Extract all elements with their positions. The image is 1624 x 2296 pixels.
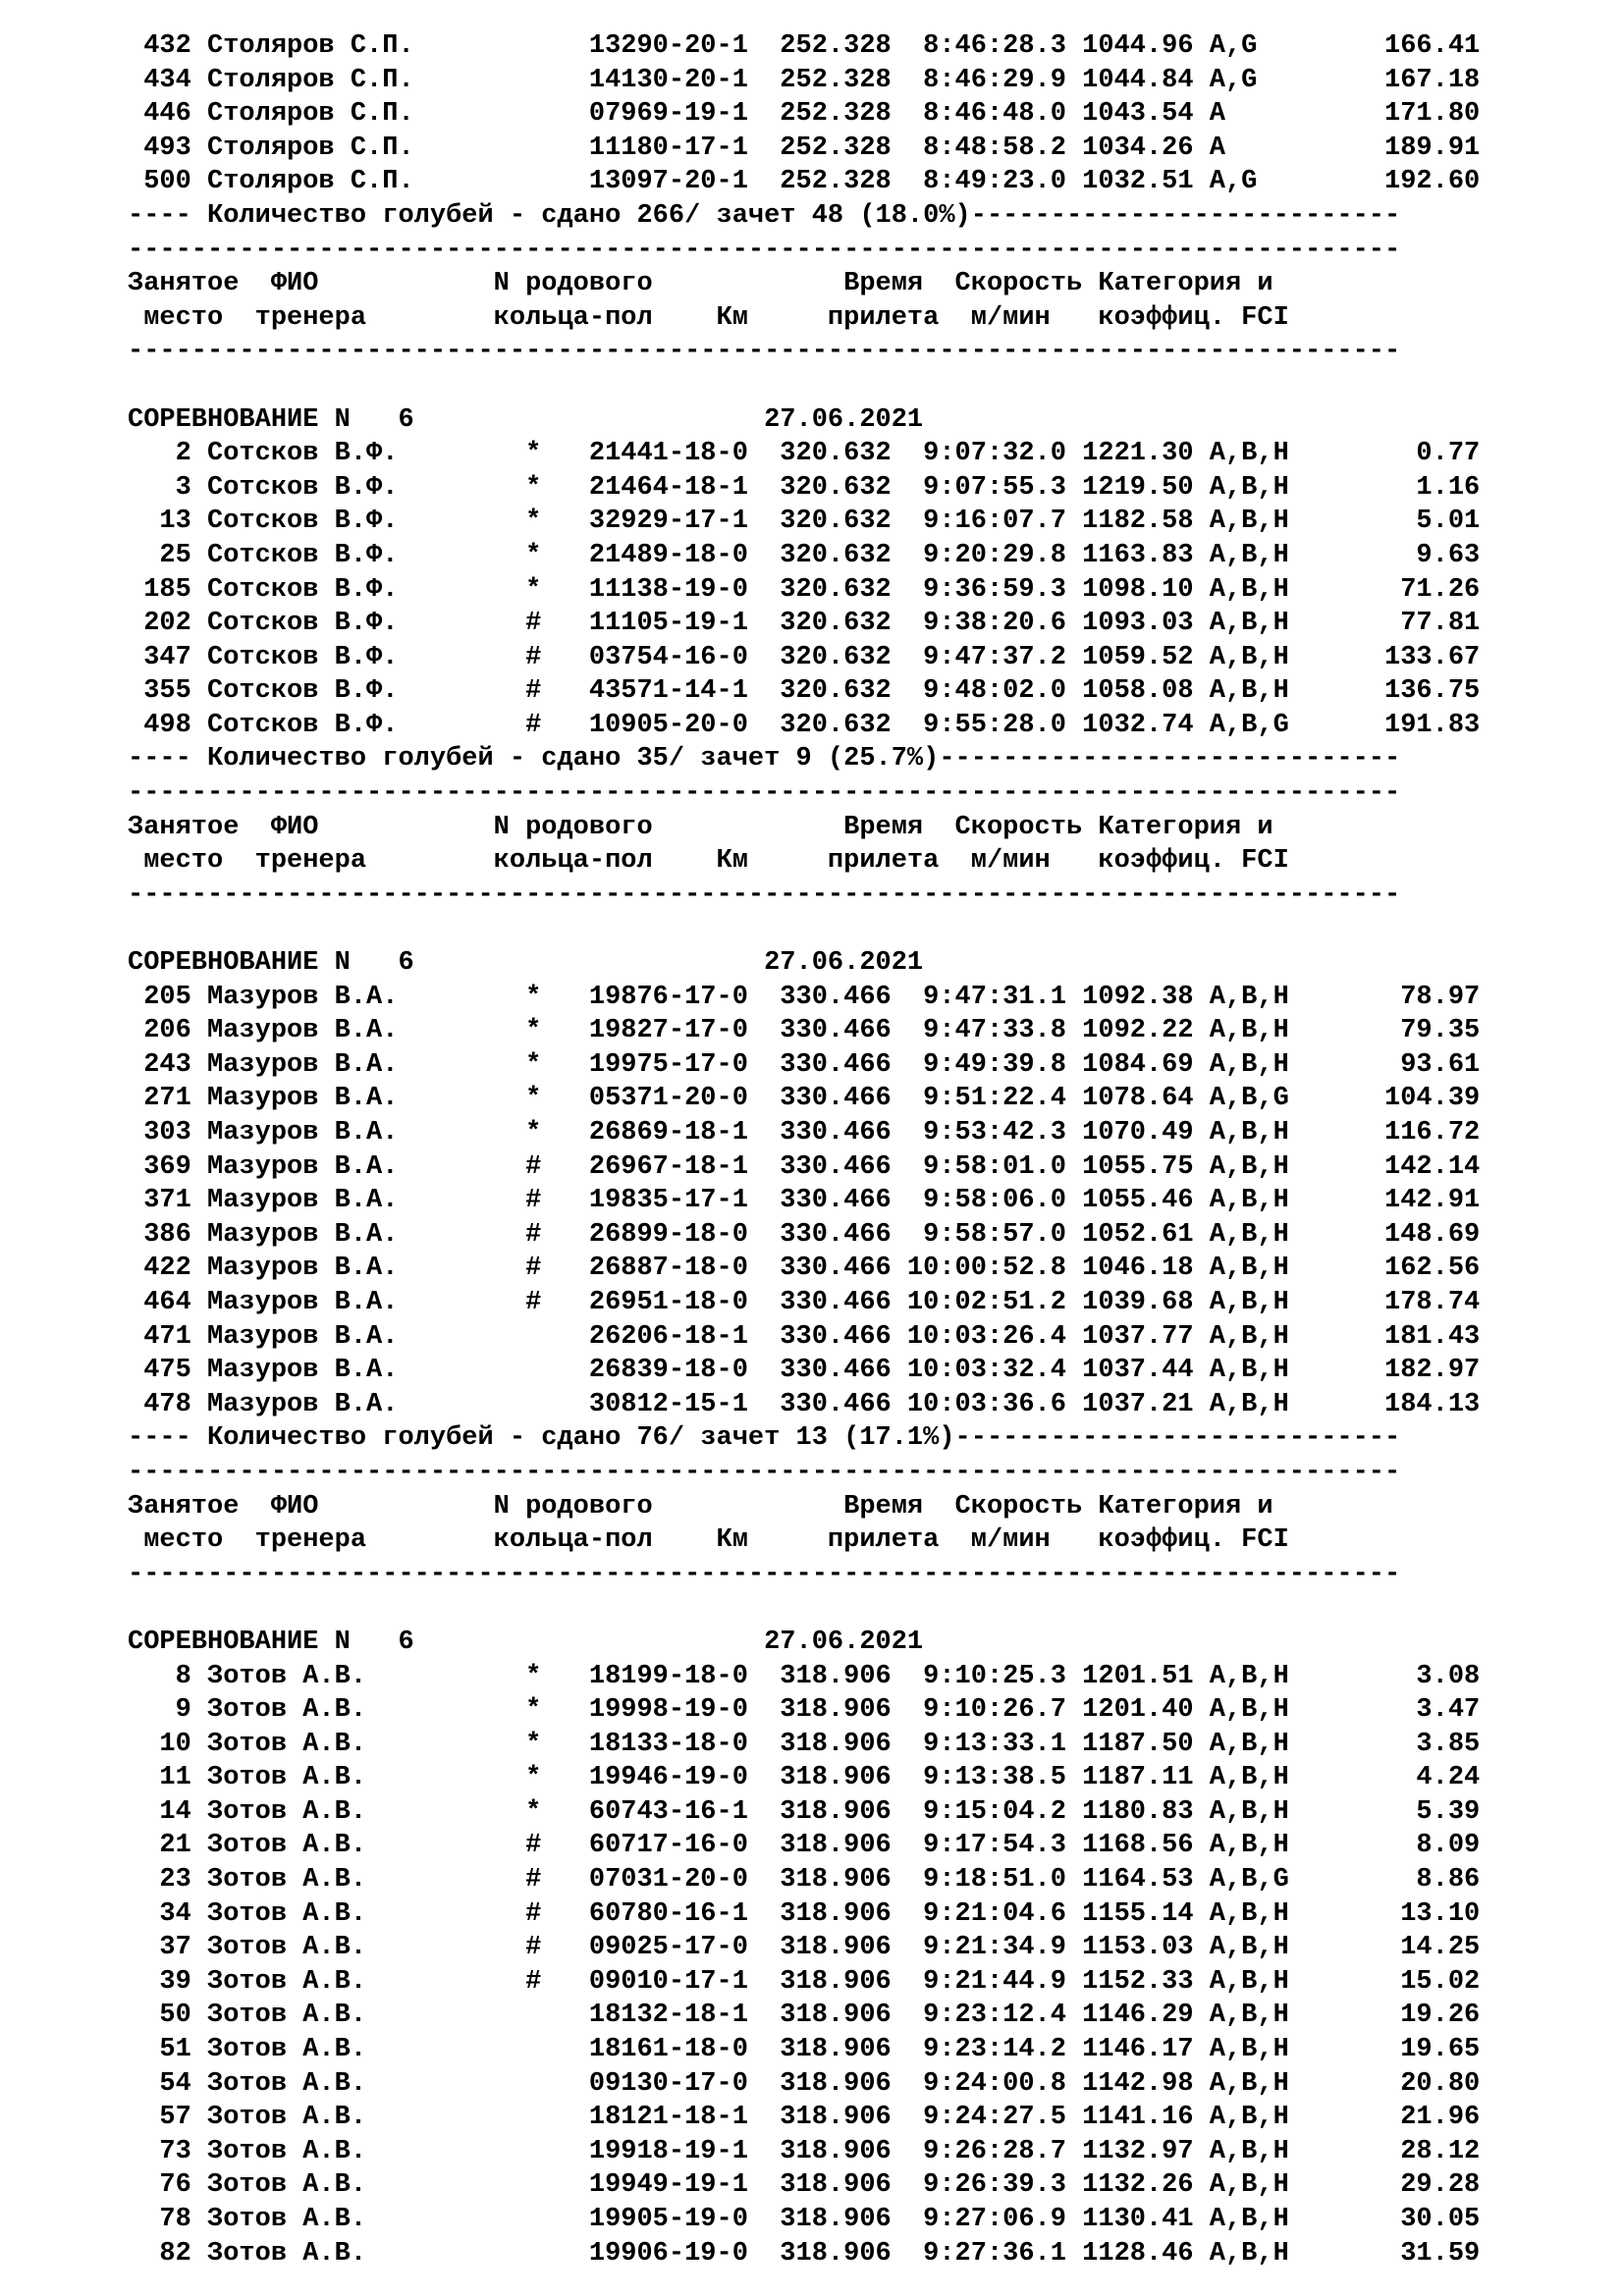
table-row: 475 Мазуров В.А. 26839-18-0 330.466 10:03:32.4 1037.44 A,B,H 182.97 — [128, 1356, 1481, 1386]
table-row: 371 Мазуров В.А. # 19835-17-1 330.466 9:58:06.0 1055.46 A,B,H 142.91 — [128, 1186, 1481, 1216]
column-header-line-2: место тренера кольца-пол Км прилета м/мин коэффиц. FCI — [128, 302, 1289, 333]
table-row: 205 Мазуров В.А. * 19876-17-0 330.466 9:47:31.1 1092.38 A,B,H 78.97 — [128, 982, 1481, 1012]
column-header-line-2: место тренера кольца-пол Км прилета м/мин коэффиц. FCI — [128, 846, 1289, 877]
table-row: 498 Сотсков В.Ф. # 10905-20-0 320.632 9:55:28.0 1032.74 A,B,G 191.83 — [128, 710, 1481, 740]
table-row: 478 Мазуров В.А. 30812-15-1 330.466 10:03:36.6 1037.21 A,B,H 184.13 — [128, 1389, 1481, 1419]
table-row: 76 Зотов А.В. 19949-19-1 318.906 9:26:39.3 1132.26 A,B,H 29.28 — [128, 2170, 1481, 2201]
table-row: 471 Мазуров В.А. 26206-18-1 330.466 10:03:26.4 1037.77 A,B,H 181.43 — [128, 1321, 1481, 1352]
table-row: 11 Зотов А.В. * 19946-19-0 318.906 9:13:38.5 1187.11 A,B,H 4.24 — [128, 1763, 1481, 1793]
table-row: 303 Мазуров В.А. * 26869-18-1 330.466 9:53:42.3 1070.49 A,B,H 116.72 — [128, 1118, 1481, 1148]
table-row: 73 Зотов А.В. 19918-19-1 318.906 9:26:28.7 1132.97 A,B,H 28.12 — [128, 2136, 1481, 2166]
spacer — [128, 1591, 1480, 1626]
table-row: 34 Зотов А.В. # 60780-16-1 318.906 9:21:04.6 1155.14 A,B,H 13.10 — [128, 1898, 1481, 1929]
table-row: 243 Мазуров В.А. * 19975-17-0 330.466 9:49:39.8 1084.69 A,B,H 93.61 — [128, 1049, 1481, 1080]
table-row: 432 Столяров С.П. 13290-20-1 252.328 8:46:28.3 1044.96 A,G 166.41 — [128, 31, 1481, 61]
table-row: 386 Мазуров В.А. # 26899-18-0 330.466 9:58:57.0 1052.61 A,B,H 148.69 — [128, 1219, 1481, 1250]
table-row: 21 Зотов А.В. # 60717-16-0 318.906 9:17:54.3 1168.56 A,B,H 8.09 — [128, 1831, 1481, 1861]
table-row: 355 Сотсков В.Ф. # 43571-14-1 320.632 9:48:02.0 1058.08 A,B,H 136.75 — [128, 676, 1481, 707]
table-row: 25 Сотсков В.Ф. * 21489-18-0 320.632 9:20:29.8 1163.83 A,B,H 9.63 — [128, 540, 1481, 570]
table-row: 23 Зотов А.В. # 07031-20-0 318.906 9:18:51.0 1164.53 A,B,G 8.86 — [128, 1865, 1481, 1896]
divider: -------------------------------------------------------------------------------- — [128, 1559, 1401, 1589]
table-row: 51 Зотов А.В. 18161-18-0 318.906 9:23:14.2 1146.17 A,B,H 19.65 — [128, 2035, 1481, 2065]
column-header-line-1: Занятое ФИО N родового Время Скорость Категория и — [128, 812, 1273, 842]
divider: -------------------------------------------------------------------------------- — [128, 1457, 1401, 1487]
column-header-line-2: место тренера кольца-пол Км прилета м/мин коэффиц. FCI — [128, 1525, 1289, 1556]
table-row: 202 Сотсков В.Ф. # 11105-19-1 320.632 9:38:20.6 1093.03 A,B,H 77.81 — [128, 609, 1481, 639]
divider: -------------------------------------------------------------------------------- — [128, 778, 1401, 809]
table-row: 3 Сотсков В.Ф. * 21464-18-1 320.632 9:07:55.3 1219.50 A,B,H 1.16 — [128, 472, 1481, 503]
table-row: 493 Столяров С.П. 11180-17-1 252.328 8:48:58.2 1034.26 A 189.91 — [128, 133, 1481, 163]
table-row: 185 Сотсков В.Ф. * 11138-19-0 320.632 9:36:59.3 1098.10 A,B,H 71.26 — [128, 574, 1481, 605]
competition-header: СОРЕВНОВАНИЕ N 6 27.06.2021 — [128, 1627, 924, 1657]
table-row: 422 Мазуров В.А. # 26887-18-0 330.466 10:00:52.8 1046.18 A,B,H 162.56 — [128, 1254, 1481, 1284]
table-row: 206 Мазуров В.А. * 19827-17-0 330.466 9:47:33.8 1092.22 A,B,H 79.35 — [128, 1016, 1481, 1046]
table-row: 464 Мазуров В.А. # 26951-18-0 330.466 10:02:51.2 1039.68 A,B,H 178.74 — [128, 1287, 1481, 1317]
table-row: 57 Зотов А.В. 18121-18-1 318.906 9:24:27.5 1141.16 A,B,H 21.96 — [128, 2103, 1481, 2133]
table-row: 37 Зотов А.В. # 09025-17-0 318.906 9:21:34.9 1153.03 A,B,H 14.25 — [128, 1933, 1481, 1963]
divider: -------------------------------------------------------------------------------- — [128, 235, 1401, 265]
competition-header: СОРЕВНОВАНИЕ N 6 27.06.2021 — [128, 404, 924, 435]
table-row: 434 Столяров С.П. 14130-20-1 252.328 8:46:29.9 1044.84 A,G 167.18 — [128, 65, 1481, 95]
results-printout — [128, 29, 1480, 2270]
table-row: 8 Зотов А.В. * 18199-18-0 318.906 9:10:25.3 1201.51 A,B,H 3.08 — [128, 1661, 1481, 1691]
spacer — [128, 369, 1480, 403]
table-row: 9 Зотов А.В. * 19998-19-0 318.906 9:10:26.7 1201.40 A,B,H 3.47 — [128, 1695, 1481, 1726]
section-summary: ---- Количество голубей - сдано 266/ зачет 48 (18.0%)--------------------------- — [128, 200, 1401, 231]
column-header-line-1: Занятое ФИО N родового Время Скорость Категория и — [128, 269, 1273, 299]
section-summary: ---- Количество голубей - сдано 35/ зачет 9 (25.7%)----------------------------- — [128, 744, 1401, 774]
table-row: 82 Зотов А.В. 19906-19-0 318.906 9:27:36.1 1128.46 A,B,H 31.59 — [128, 2238, 1481, 2269]
table-row: 13 Сотсков В.Ф. * 32929-17-1 320.632 9:16:07.7 1182.58 A,B,H 5.01 — [128, 507, 1481, 537]
table-row: 10 Зотов А.В. * 18133-18-0 318.906 9:13:33.1 1187.50 A,B,H 3.85 — [128, 1729, 1481, 1759]
column-header-line-1: Занятое ФИО N родового Время Скорость Категория и — [128, 1491, 1273, 1522]
table-row: 347 Сотсков В.Ф. # 03754-16-0 320.632 9:47:37.2 1059.52 A,B,H 133.67 — [128, 642, 1481, 672]
divider: -------------------------------------------------------------------------------- — [128, 337, 1401, 367]
divider: -------------------------------------------------------------------------------- — [128, 880, 1401, 910]
table-row: 446 Столяров С.П. 07969-19-1 252.328 8:46:48.0 1043.54 A 171.80 — [128, 99, 1481, 130]
table-row: 500 Столяров С.П. 13097-20-1 252.328 8:49:23.0 1032.51 A,G 192.60 — [128, 167, 1481, 197]
table-row: 14 Зотов А.В. * 60743-16-1 318.906 9:15:04.2 1180.83 A,B,H 5.39 — [128, 1796, 1481, 1827]
table-row: 2 Сотсков В.Ф. * 21441-18-0 320.632 9:07:32.0 1221.30 A,B,H 0.77 — [128, 439, 1481, 469]
competition-header: СОРЕВНОВАНИЕ N 6 27.06.2021 — [128, 948, 924, 979]
table-row: 369 Мазуров В.А. # 26967-18-1 330.466 9:58:01.0 1055.75 A,B,H 142.14 — [128, 1151, 1481, 1182]
spacer — [128, 912, 1480, 946]
table-row: 39 Зотов А.В. # 09010-17-1 318.906 9:21:44.9 1152.33 A,B,H 15.02 — [128, 1966, 1481, 1997]
table-row: 271 Мазуров В.А. * 05371-20-0 330.466 9:51:22.4 1078.64 A,B,G 104.39 — [128, 1084, 1481, 1114]
section-summary: ---- Количество голубей - сдано 76/ зачет 13 (17.1%)---------------------------- — [128, 1423, 1401, 1454]
table-row: 78 Зотов А.В. 19905-19-0 318.906 9:27:06.9 1130.41 A,B,H 30.05 — [128, 2205, 1481, 2234]
table-row: 50 Зотов А.В. 18132-18-1 318.906 9:23:12.4 1146.29 A,B,H 19.26 — [128, 2001, 1481, 2031]
table-row: 54 Зотов А.В. 09130-17-0 318.906 9:24:00.8 1142.98 A,B,H 20.80 — [128, 2068, 1481, 2099]
